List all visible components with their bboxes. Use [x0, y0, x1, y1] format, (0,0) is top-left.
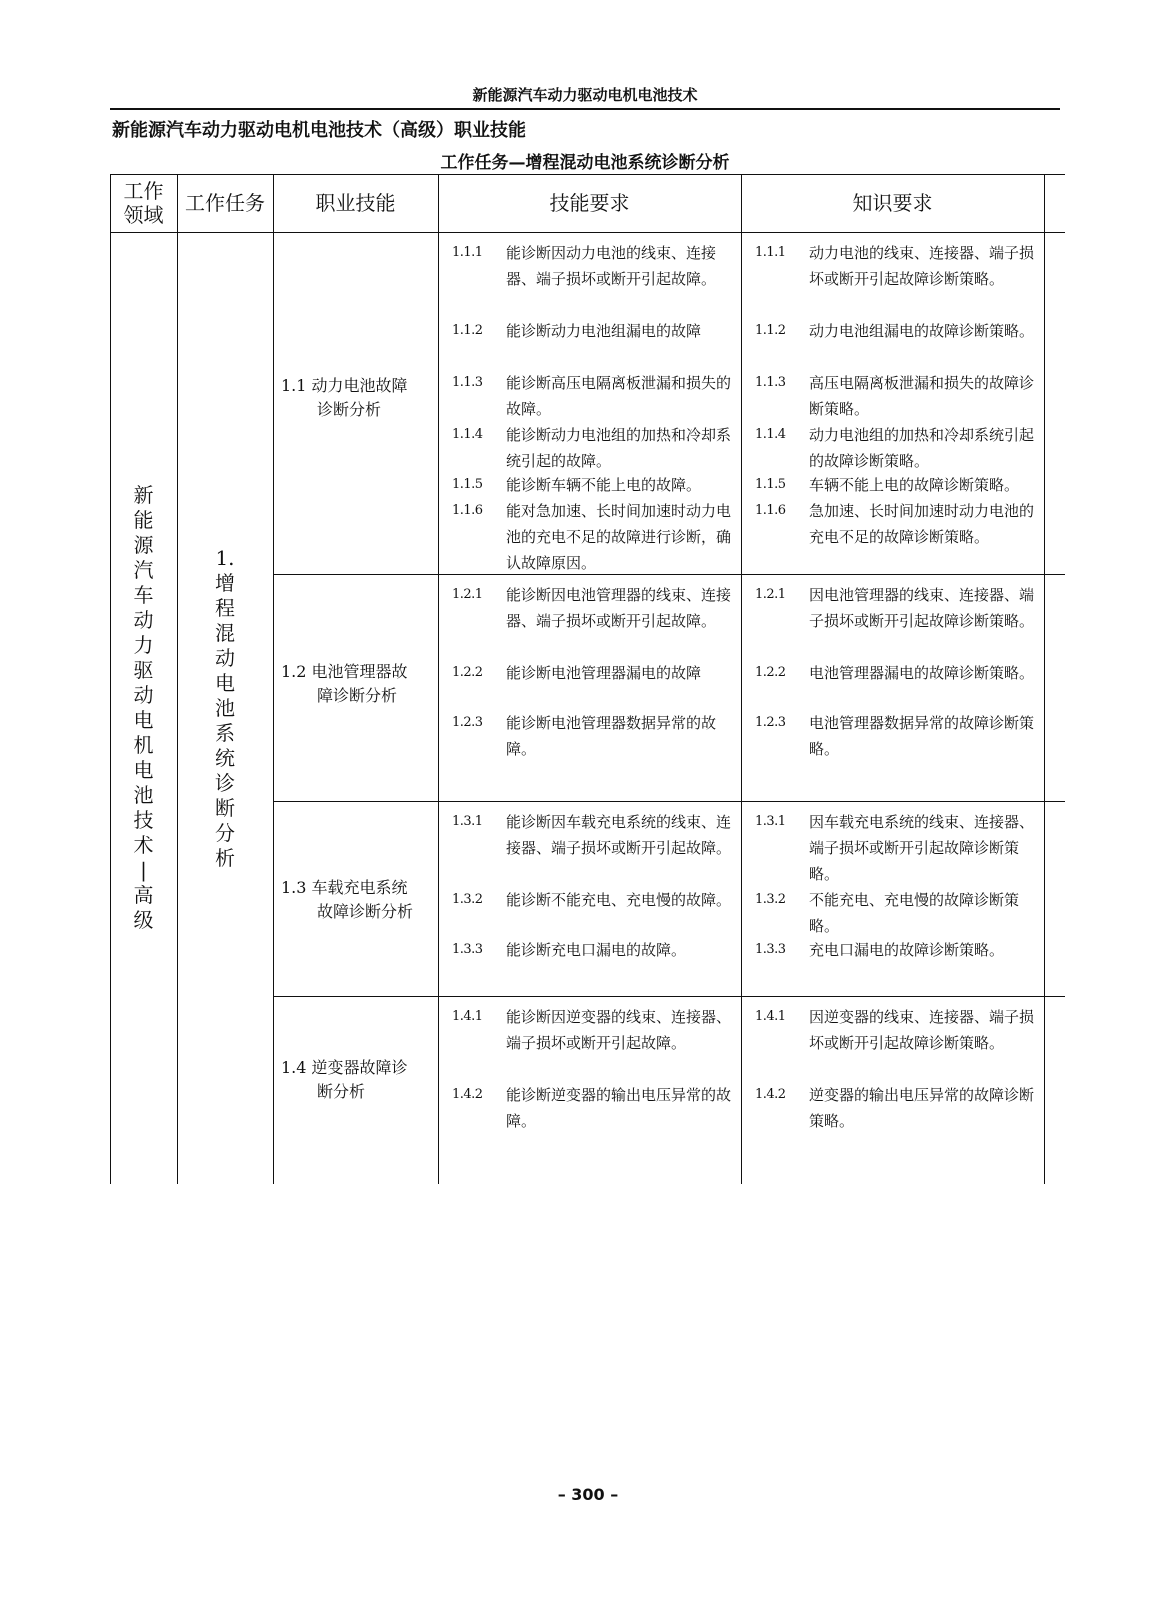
- skill-requirement-item: [452, 498, 740, 576]
- skill-requirement-item-text: 能诊断因动力电池的线束、连接器、端子损坏或断开引起故障。: [506, 244, 717, 288]
- knowledge-requirement-item-number: 1.1.2: [755, 323, 786, 338]
- work-domain-char: |: [140, 858, 147, 882]
- work-domain-char: 池: [133, 783, 154, 807]
- skill-requirement-item-number: 1.3.1: [452, 814, 483, 829]
- work-domain-cell: [110, 232, 177, 1184]
- running-header: 新能源汽车动力驱动电机电池技术: [472, 86, 698, 104]
- knowledge-requirement-item-number: 1.1.1: [755, 245, 786, 260]
- skill-name-line2: 障诊断分析: [317, 686, 398, 705]
- skill-requirement-item-text: 能对急加速、长时间加速时动力电池的充电不足的故障进行诊断，确认故障原因。: [506, 502, 732, 572]
- skill-name-line2: 断分析: [317, 1082, 366, 1101]
- knowledge-requirement-item-number: 1.1.4: [755, 427, 786, 442]
- header-rule: [110, 108, 1060, 110]
- skill-requirement-item: [452, 1004, 740, 1056]
- knowledge-requirement-item-number: 1.2.2: [755, 665, 786, 680]
- skill-name-cell: [281, 1056, 431, 1104]
- knowledge-requirement-item-text: 车辆不能上电的故障诊断策略。: [809, 476, 1020, 494]
- knowledge-requirement-item-text: 逆变器的输出电压异常的故障诊断策略。: [809, 1086, 1035, 1130]
- work-domain-char: 驱: [133, 658, 154, 682]
- knowledge-requirement-item: [755, 472, 1043, 498]
- row-divider-2: [273, 801, 1065, 802]
- work-domain-char: 术: [133, 833, 154, 857]
- col-divider-skill: [438, 174, 439, 1184]
- work-task-char: 诊: [215, 770, 235, 795]
- skill-requirement-item-number: 1.1.5: [452, 477, 483, 492]
- work-domain-char: 动: [133, 608, 154, 632]
- skill-requirement-item-text: 能诊断电池管理器数据异常的故障。: [506, 714, 717, 758]
- knowledge-requirement-item: [755, 809, 1043, 887]
- work-domain-char: 动: [133, 683, 154, 707]
- skill-requirement-item-text: 能诊断电池管理器漏电的故障: [506, 664, 702, 682]
- skill-name-line1: 1.3 车载充电系统: [281, 878, 408, 897]
- knowledge-requirement-item-text: 因电池管理器的线束、连接器、端子损坏或断开引起故障诊断策略。: [809, 586, 1035, 630]
- knowledge-requirement-item: [755, 1082, 1043, 1134]
- skill-name-line2: 故障诊断分析: [317, 902, 414, 921]
- skill-requirement-item-text: 能诊断充电口漏电的故障。: [506, 941, 687, 959]
- work-task-char: 系: [215, 720, 235, 745]
- skill-name-line1: 1.2 电池管理器故: [281, 662, 408, 681]
- skill-requirement-item: [452, 660, 740, 686]
- row-divider-3: [273, 996, 1065, 997]
- skill-requirement-item: [452, 710, 740, 762]
- skill-requirement-item-text: 能诊断动力电池组的加热和冷却系统引起的故障。: [506, 426, 732, 470]
- skill-requirement-item-number: 1.3.3: [452, 942, 483, 957]
- knowledge-requirement-item-text: 不能充电、充电慢的故障诊断策略。: [809, 891, 1020, 935]
- skill-requirement-item-number: 1.2.2: [452, 665, 483, 680]
- work-domain-char: 电: [133, 708, 154, 732]
- knowledge-requirement-item-text: 高压电隔离板泄漏和损失的故障诊断策略。: [809, 374, 1035, 418]
- skill-requirement-item-text: 能诊断动力电池组漏电的故障: [506, 322, 702, 340]
- header-domain-line1: 工作: [123, 179, 164, 203]
- skill-requirement-item: [452, 809, 740, 861]
- knowledge-requirement-item-text: 因逆变器的线束、连接器、端子损坏或断开引起故障诊断策略。: [809, 1008, 1035, 1052]
- skill-requirement-item-number: 1.1.3: [452, 375, 483, 390]
- skill-name-cell: [281, 660, 431, 708]
- skill-requirement-item-text: 能诊断车辆不能上电的故障。: [506, 476, 702, 494]
- work-task-char: 池: [215, 695, 235, 720]
- col-divider-req: [741, 174, 742, 1184]
- skill-requirement-item: [452, 937, 740, 963]
- skill-requirement-item-number: 1.1.6: [452, 503, 483, 518]
- skill-requirement-item: [452, 472, 740, 498]
- table-caption: 工作任务—增程混动电池系统诊断分析: [440, 153, 730, 173]
- knowledge-requirement-item-text: 动力电池组漏电的故障诊断策略。: [809, 322, 1035, 340]
- work-domain-char: 汽: [133, 558, 154, 582]
- work-task-char: 增: [215, 570, 235, 595]
- knowledge-requirement-item-number: 1.3.3: [755, 942, 786, 957]
- doc-title: 新能源汽车动力驱动电机电池技术（高级）职业技能: [112, 120, 526, 141]
- work-task-char: 分: [215, 820, 235, 845]
- header-skill-requirements: 技能要求: [549, 191, 630, 215]
- work-domain-char: 源: [133, 533, 154, 557]
- skill-requirement-item-number: 1.1.1: [452, 245, 483, 260]
- knowledge-requirement-item: [755, 660, 1043, 686]
- work-task-char: 统: [215, 745, 235, 770]
- work-domain-char: 车: [133, 583, 154, 607]
- header-task: 工作任务: [185, 191, 265, 215]
- work-domain-char: 级: [133, 908, 154, 932]
- knowledge-requirement-item-number: 1.4.2: [755, 1087, 786, 1102]
- knowledge-requirement-item: [755, 240, 1043, 292]
- skill-requirement-item-number: 1.2.3: [452, 715, 483, 730]
- knowledge-requirement-item: [755, 498, 1043, 550]
- skill-name-line1: 1.4 逆变器故障诊: [281, 1058, 408, 1077]
- knowledge-requirement-item: [755, 582, 1043, 634]
- knowledge-requirement-item: [755, 422, 1043, 474]
- work-domain-char: 力: [133, 633, 154, 657]
- table-right-border: [1044, 174, 1045, 1184]
- skill-requirement-item-number: 1.1.4: [452, 427, 483, 442]
- skill-requirement-item: [452, 422, 740, 474]
- work-task-char: 1.: [215, 545, 235, 570]
- knowledge-requirement-item: [755, 370, 1043, 422]
- page-number: – 300 –: [557, 1485, 619, 1504]
- knowledge-requirement-item-text: 充电口漏电的故障诊断策略。: [809, 941, 1005, 959]
- work-task-char: 混: [215, 620, 235, 645]
- skills-table: [110, 174, 1065, 1184]
- knowledge-requirement-item-text: 电池管理器漏电的故障诊断策略。: [809, 664, 1035, 682]
- knowledge-requirement-item-number: 1.2.3: [755, 715, 786, 730]
- knowledge-requirement-item: [755, 937, 1043, 963]
- skill-name-line1: 1.1 动力电池故障: [281, 376, 408, 395]
- skill-requirement-item: [452, 318, 740, 344]
- skill-requirement-item-text: 能诊断逆变器的输出电压异常的故障。: [506, 1086, 732, 1130]
- knowledge-requirement-item-text: 因车载充电系统的线束、连接器、端子损坏或断开引起故障诊断策略。: [809, 813, 1035, 883]
- skill-requirement-item: [452, 370, 740, 422]
- skill-requirement-item-number: 1.3.2: [452, 892, 483, 907]
- skill-requirement-item-number: 1.2.1: [452, 587, 483, 602]
- knowledge-requirement-item-number: 1.1.3: [755, 375, 786, 390]
- header-domain: [110, 174, 177, 232]
- knowledge-requirement-item-number: 1.3.2: [755, 892, 786, 907]
- skill-name-cell: [281, 876, 431, 924]
- skill-name-cell: [281, 374, 431, 422]
- work-domain-char: 电: [133, 758, 154, 782]
- skill-requirement-item-number: 1.4.1: [452, 1009, 483, 1024]
- skill-requirement-item: [452, 887, 740, 913]
- knowledge-requirement-item-number: 1.2.1: [755, 587, 786, 602]
- work-task-char: 电: [215, 670, 235, 695]
- work-task-cell: [177, 232, 273, 1184]
- work-task-char: 动: [215, 645, 235, 670]
- knowledge-requirement-item-text: 电池管理器数据异常的故障诊断策略。: [809, 714, 1035, 758]
- header-knowledge-requirements: 知识要求: [852, 191, 933, 215]
- header-domain-line2: 领域: [123, 203, 164, 227]
- knowledge-requirement-item-text: 急加速、长时间加速时动力电池的充电不足的故障诊断策略。: [809, 502, 1035, 546]
- knowledge-requirement-item-text: 动力电池组的加热和冷却系统引起的故障诊断策略。: [809, 426, 1035, 470]
- knowledge-requirement-item-number: 1.3.1: [755, 814, 786, 829]
- knowledge-requirement-item-number: 1.4.1: [755, 1009, 786, 1024]
- knowledge-requirement-item: [755, 1004, 1043, 1056]
- skill-requirement-item-text: 能诊断不能充电、充电慢的故障。: [506, 891, 732, 909]
- knowledge-requirement-item: [755, 318, 1043, 344]
- work-domain-char: 能: [133, 508, 154, 532]
- skill-requirement-item-text: 能诊断因车载充电系统的线束、连接器、端子损坏或断开引起故障。: [506, 813, 732, 857]
- skill-requirement-item-text: 能诊断因逆变器的线束、连接器、端子损坏或断开引起故障。: [506, 1008, 732, 1052]
- skill-requirement-item: [452, 582, 740, 634]
- header-skill: 职业技能: [315, 191, 396, 215]
- skill-name-line2: 诊断分析: [317, 400, 382, 419]
- skill-requirement-item-text: 能诊断因电池管理器的线束、连接器、端子损坏或断开引起故障。: [506, 586, 732, 630]
- work-domain-char: 技: [133, 808, 154, 832]
- work-task-char: 程: [215, 595, 235, 620]
- skill-requirement-item: [452, 240, 740, 292]
- work-domain-char: 机: [133, 733, 154, 757]
- skill-requirement-item-text: 能诊断高压电隔离板泄漏和损失的故障。: [506, 374, 732, 418]
- col-divider-task: [273, 174, 274, 1184]
- skill-requirement-item-number: 1.4.2: [452, 1087, 483, 1102]
- knowledge-requirement-item: [755, 887, 1043, 939]
- work-task-char: 析: [215, 845, 235, 870]
- knowledge-requirement-item: [755, 710, 1043, 762]
- skill-requirement-item-number: 1.1.2: [452, 323, 483, 338]
- work-domain-char: 高: [133, 883, 154, 907]
- work-task-char: 断: [215, 795, 235, 820]
- work-domain-char: 新: [133, 483, 154, 507]
- skill-requirement-item: [452, 1082, 740, 1134]
- knowledge-requirement-item-number: 1.1.5: [755, 477, 786, 492]
- knowledge-requirement-item-number: 1.1.6: [755, 503, 786, 518]
- knowledge-requirement-item-text: 动力电池的线束、连接器、端子损坏或断开引起故障诊断策略。: [809, 244, 1035, 288]
